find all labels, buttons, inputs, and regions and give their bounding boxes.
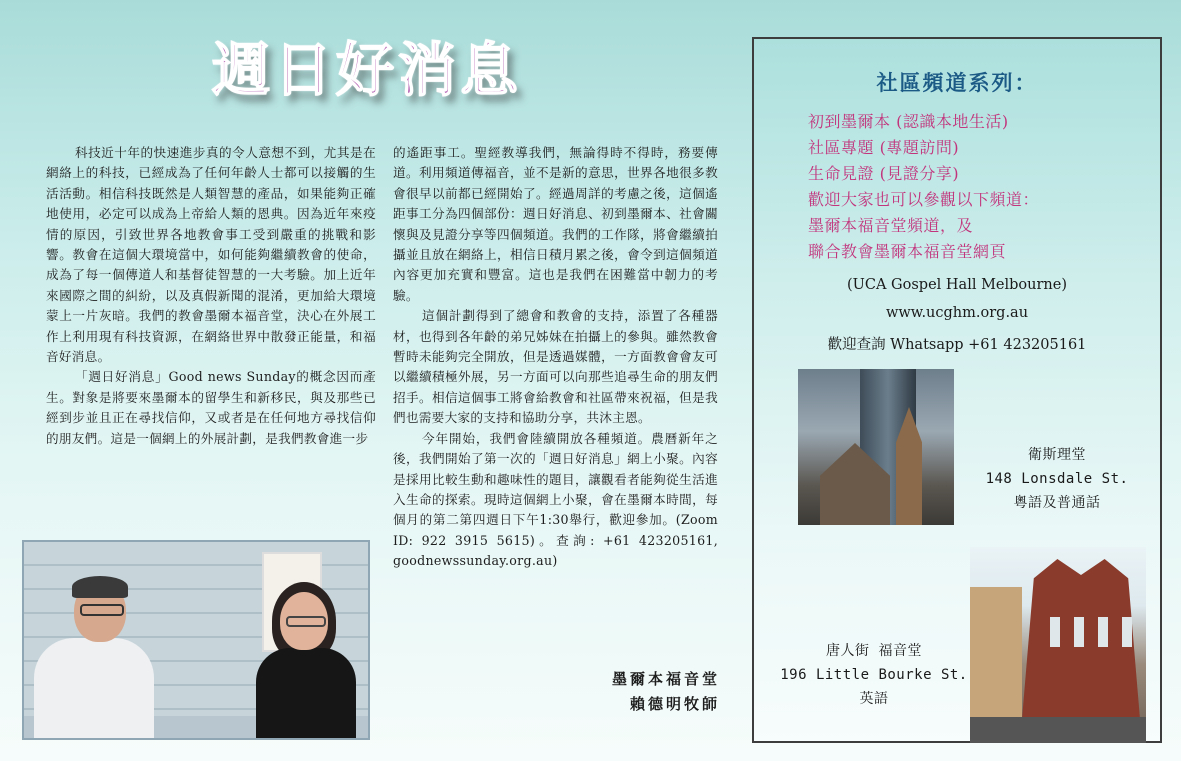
whatsapp-contact: 歡迎查詢 Whatsapp +61 423205161 [827, 337, 1087, 353]
signature [560, 667, 720, 717]
website-link[interactable]: www.ucghm.org.au [885, 305, 1029, 321]
channel-item: 初到墨爾本 (認識本地生活) [808, 112, 1009, 131]
paragraph: 這個計劃得到了總會和教會的支持，添置了各種器材，也得到各年齡的弟兄姊妹在拍攝上的參與。雖然教會暫時未能夠完全開放，但是透過媒體，一方面教會會友可以繼續積極外展，另一方面可以向那些追尋生命的朋友們招手。相信這個事工將會給教會和社區帶來祝福，但是我們也需要大家的支持和協助分享，共沐主恩。 [393, 308, 718, 426]
wesley-language: 粵語及普通話 [1013, 495, 1101, 511]
wesley-info [962, 443, 1152, 515]
channel-item: 生命見證 (見證分享) [808, 164, 960, 183]
paragraph: 的遙距事工。聖經教導我們，無論得時不得時，務要傳道。利用頻道傳福音，並不是新的意思，世界各地很多教會很早以前都已經開始了。經過周詳的考慮之後，這個遙距事工分為四個部份：週日好消息、初到墨爾本、社會關懷與及見證分享等四個頻道。我們的工作隊，將會繼續拍攝並且放在網絡上，相信日積月累之後，會令到這個頻道內容更加充實和豐富。這也是我們在困難當中韌力的考驗。 [393, 145, 718, 303]
wesley-church-photo [798, 369, 954, 525]
channel-item: 歡迎大家也可以參觀以下頻道： [808, 190, 1040, 209]
wesley-address: 148 Lonsdale St. [985, 471, 1129, 487]
paragraph: 今年開始，我們會陸續開放各種頻道。農曆新年之後，我們開始了第一次的「週日好消息」網上小聚。內容是採用比較生動和趣味性的題目，讓觀看者能夠從生活進入生命的探索。現時這個網上小聚，會在墨爾本時間，每個月的第二第四週日下午1:30舉行，歡迎參加。(Zoom ID: 922 3915 5615)。查詢: +61 423205161, goodnewssunday.org.au) [393, 430, 718, 569]
woman-figure [256, 648, 356, 740]
channel-item: 聯合教會墨爾本福音堂網頁 [808, 242, 1007, 261]
article-column-1 [46, 143, 376, 449]
video-still-photo [22, 540, 370, 740]
signature-pastor: 賴德明牧師 [629, 695, 720, 713]
chinatown-language: 英語 [859, 691, 889, 707]
gospel-hall-name: (UCA Gospel Hall Melbourne) [846, 277, 1067, 293]
woman-glasses [286, 616, 326, 627]
man-hair [72, 576, 128, 598]
channel-item: 墨爾本福音堂頻道，及 [808, 216, 974, 235]
chinatown-name: 唐人街 福音堂 [826, 643, 922, 659]
chinatown-address: 196 Little Bourke St. [780, 667, 968, 683]
paragraph: 「週日好消息」Good news Sunday的概念因而產生。對象是將要來墨爾本的留學生和新移民，與及那些已經到步並且正在尋找信仰，又或者是在任何地方尋找信仰的朋友們。這是一個網上的外展計劃，是我們教會進一步 [46, 369, 376, 446]
wesley-name: 衛斯理堂 [1028, 447, 1086, 463]
panel-title: 社區頻道系列： [876, 70, 1038, 95]
man-glasses [80, 604, 124, 616]
man-figure [34, 638, 154, 740]
chinatown-info [774, 639, 974, 711]
article-column-2 [393, 143, 718, 572]
channel-item: 社區專題 (專題訪問) [808, 138, 960, 157]
community-channel-panel [752, 37, 1162, 743]
page-title: 週日好消息 [212, 36, 523, 104]
signature-church: 墨爾本福音堂 [611, 670, 720, 688]
chinatown-church-photo [970, 547, 1146, 743]
paragraph: 科技近十年的快速進步真的令人意想不到，尤其是在網絡上的科技，已經成為了任何年齡人士都可以接觸的生活活動。相信科技既然是人類智慧的產品，如果能夠正確地使用，必定可以成為上帝給人類的恩典。因為近年來疫情的原因，引致世界各地教會事工受到嚴重的挑戰和影響。教會在這個大環境當中，如何能夠繼續教會的使命，成為了每一個傳道人和基督徒智慧的一大考驗。加上近年來國際之間的糾紛，以及真假新聞的混淆，更加給大環境蒙上一片灰暗。我們的教會墨爾本福音堂，決心在外展工作上利用現有科技資源，在網絡世界中散發正能量，和福音好消息。 [46, 145, 376, 365]
